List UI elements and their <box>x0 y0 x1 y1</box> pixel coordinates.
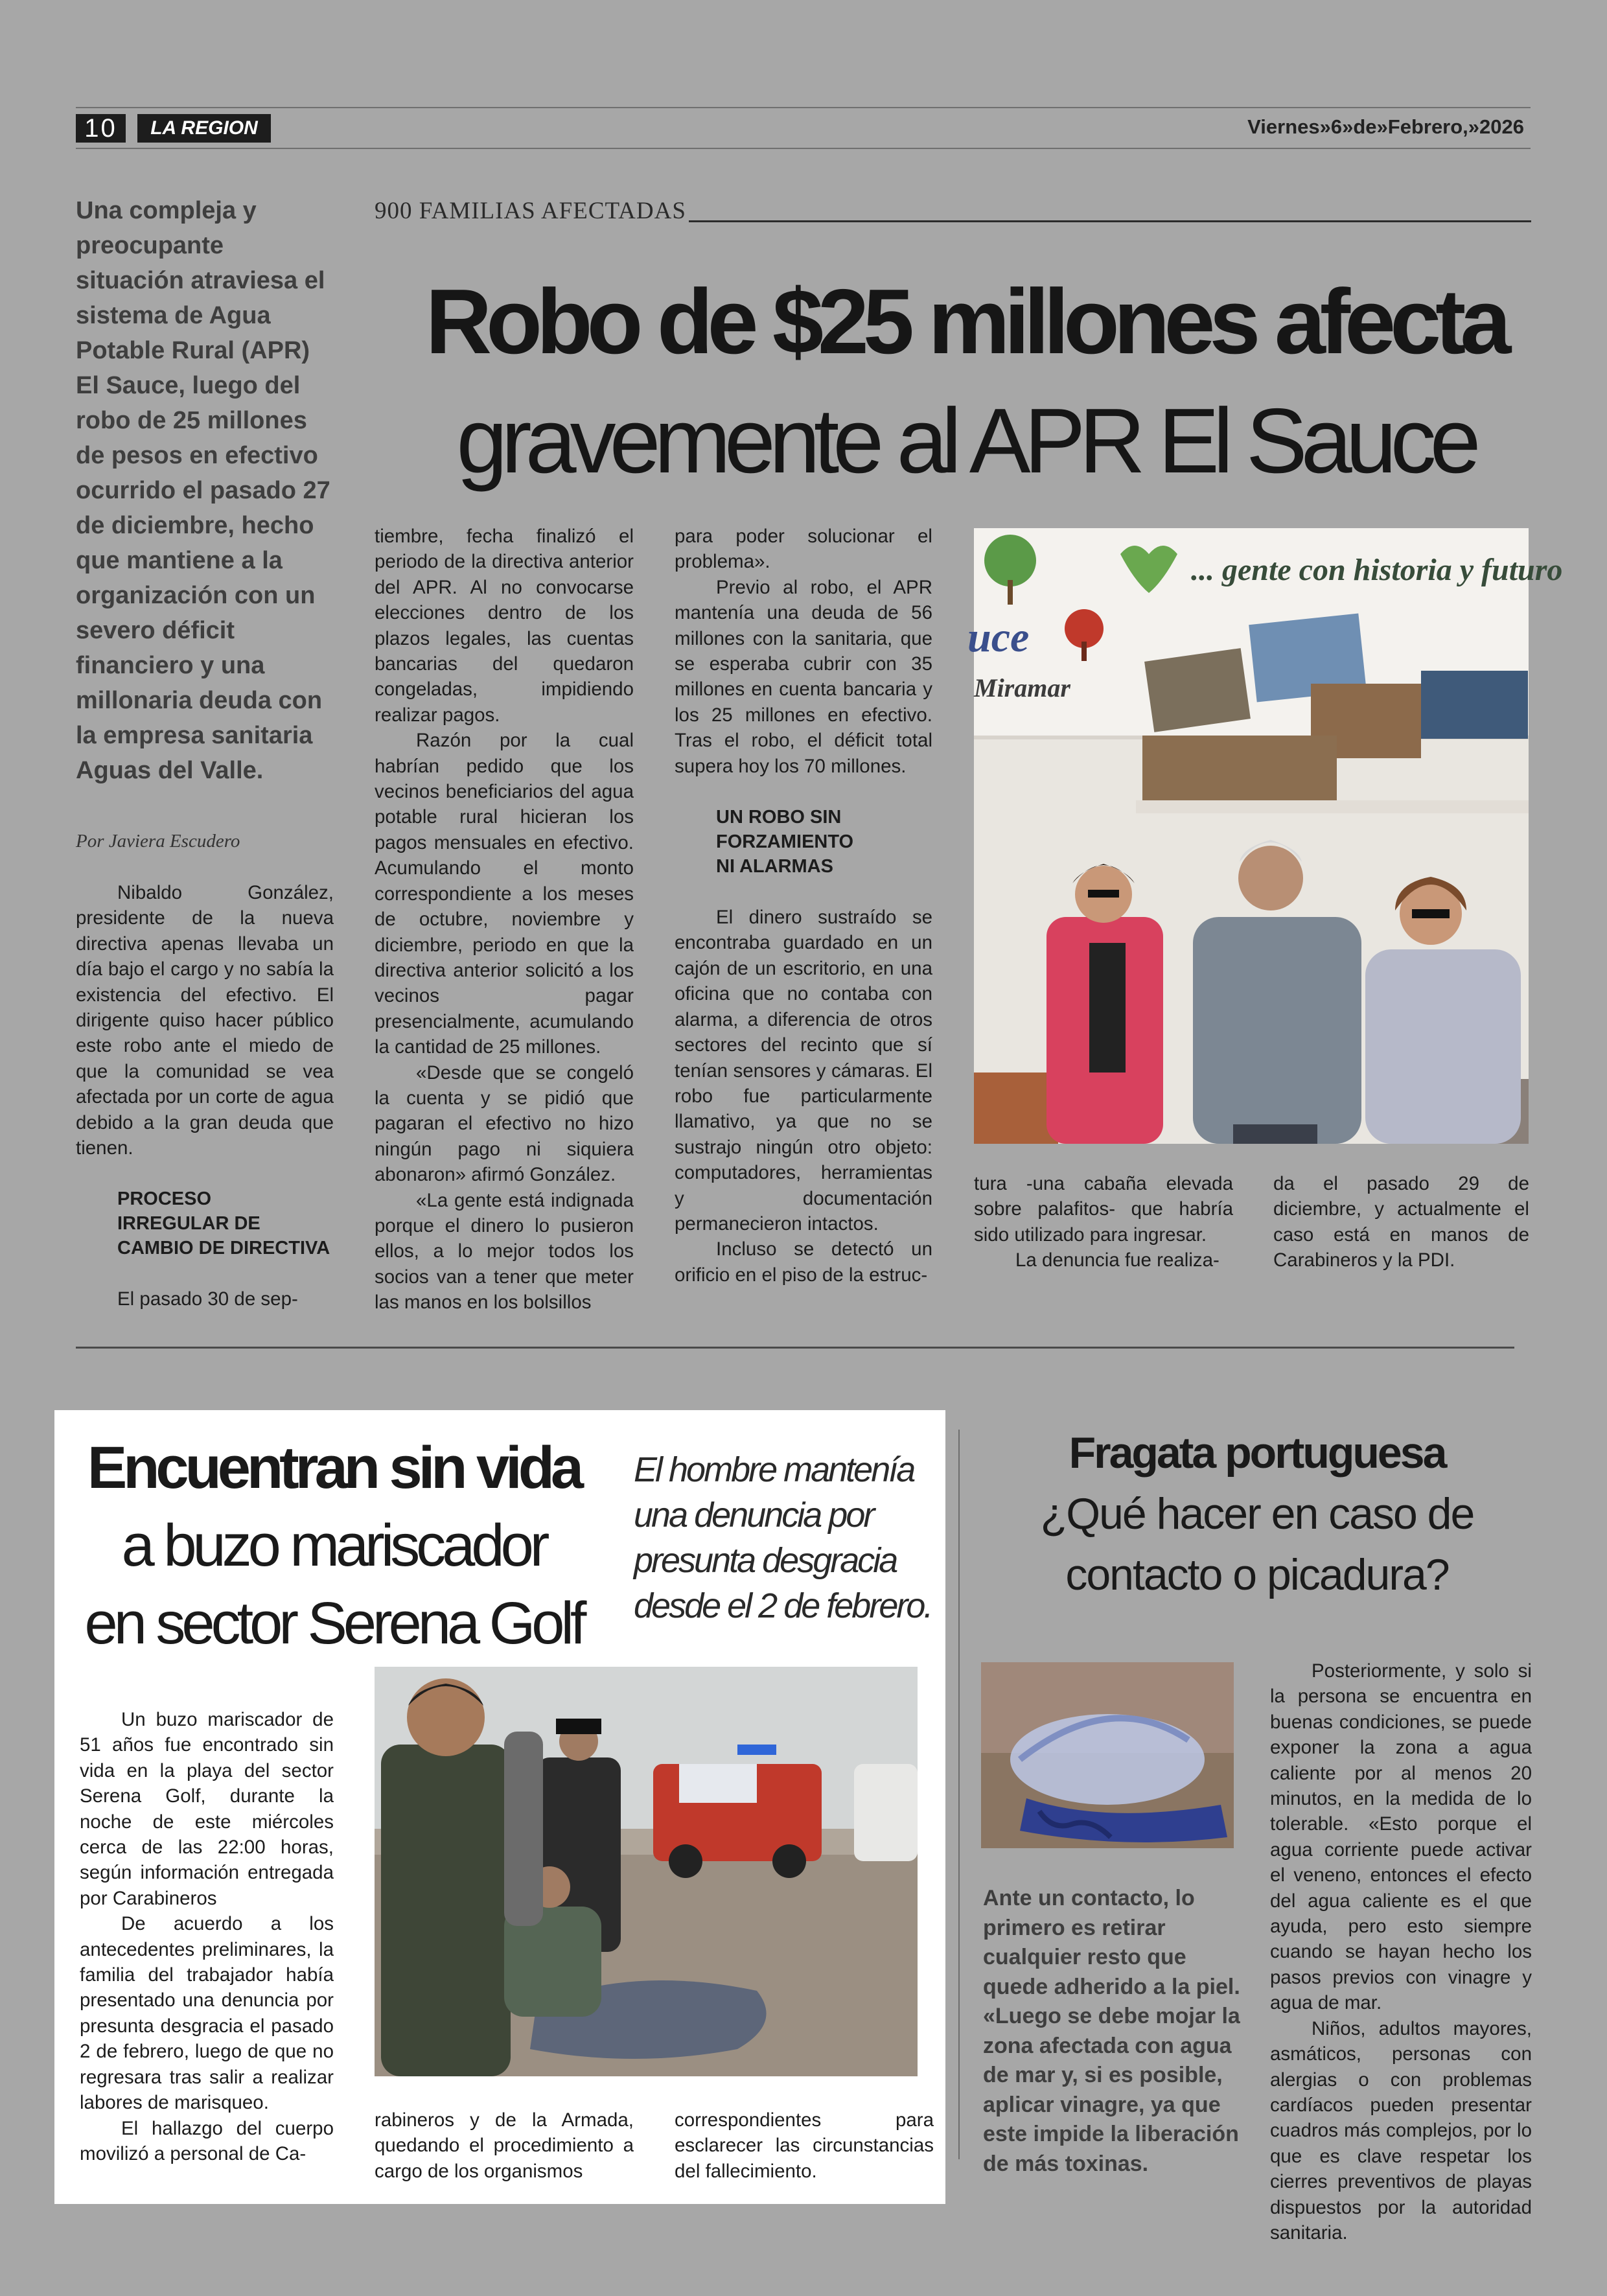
subheading <box>716 805 932 879</box>
frigate-headline-line2: ¿Qué hacer en caso de <box>1040 1489 1474 1538</box>
diver-headline-line1: Encuentran sin vida <box>87 1435 581 1501</box>
diver-headline-line2: a buzo mariscador <box>121 1513 546 1579</box>
issue-date: Viernes»6»de»Febrero,»2026 <box>1247 115 1524 138</box>
paragraph: El pasado 30 de sep- <box>117 1288 298 1310</box>
diver-column-3 <box>675 2107 934 2184</box>
diver-headline <box>65 1429 603 1662</box>
paragraph: da el pasado 29 de diciembre, y actualmente el caso está en manos de Carabineros y la PDI. <box>1273 1173 1529 1271</box>
subheading-line: UN ROBO SIN <box>716 807 842 828</box>
banner-slogan: ... gente con historia y futuro <box>1191 553 1563 587</box>
article-column-4 <box>974 1171 1233 1273</box>
apr-officials-photo <box>967 528 1563 1144</box>
article-column-2 <box>375 524 634 1316</box>
article-kicker: 900 FAMILIAS AFECTADAS <box>375 198 686 224</box>
frigate-headline <box>972 1422 1542 1605</box>
frigate-column <box>1270 1658 1532 2245</box>
subheading-line: NI ALARMAS <box>716 856 833 877</box>
frigate-headline-line1: Fragata portuguesa <box>1069 1428 1446 1478</box>
paragraph: para poder solucionar el problema». <box>675 526 932 573</box>
masthead-logo: LA REGION <box>137 114 271 143</box>
vertical-divider <box>958 1430 960 2159</box>
paragraph: Razón por la cual habrían pedido que los vecinos beneficiarios del agua potable rural hicieran los pagos mensuales en efectivo. Acumulando el monto correspondiente a los meses de octubre, noviembre y diciembre, periodo en que la directiva anterior solicitó a los vecinos pagar presencialmente, acumulando la cantidad de 25 millones. <box>375 730 634 1058</box>
diver-headline-line3: en sector Serena Golf <box>84 1590 583 1656</box>
main-headline-line1: Robo de $25 millones afecta <box>425 270 1506 373</box>
paragraph: Posteriormente, y solo si la persona se encuentra en buenas condiciones, se puede exponer la zona a agua caliente por al menos 20 minutos, en la medida de lo tolerable. «Esto porque el agua corriente puede activar el veneno, entonces el efecto del agua caliente es el que ayuda, pero esto siempre cuando se hayan hecho los pasos previos con vinagre y agua de mar. <box>1270 1660 1532 2014</box>
kicker-rule <box>689 220 1531 222</box>
article-column-1 <box>76 880 334 1312</box>
paragraph: rabineros y de la Armada, quedando el procedimiento a cargo de los organismos <box>375 2109 634 2182</box>
frigate-headline-line3: contacto o picadura? <box>1065 1550 1449 1599</box>
article-deck: Una compleja y preocupante situación atraviesa el sistema de Agua Potable Rural (APR) El Sauce, luego del robo de 25 millones de pesos en efectivo ocurrido el pasado 27 de diciembre, hecho que mantiene a la organización con un severo déficit financiero y una millonaria deuda con la empresa sanitaria Aguas del Valle. <box>76 197 330 784</box>
paragraph: tura -una cabaña elevada sobre palafitos- que habría sido utilizado para ingresar. <box>974 1173 1233 1246</box>
byline: Por Javiera Escudero <box>76 831 240 852</box>
paragraph: Nibaldo González, presidente de la nueva directiva apenas llevaba un día bajo el cargo y no sabía la existencia del efectivo. El dirigente quiso hacer público este robo ante el miedo de que la comunidad se vea afectada por un corte de agua debido a la gran deuda que tienen. <box>76 882 334 1159</box>
article-column-3 <box>675 524 932 1288</box>
subheading-line: PROCESO <box>117 1189 212 1210</box>
article-column-5 <box>1273 1171 1529 1273</box>
paragraph: «Desde que se congeló la cuenta y se pidió que pagaran el efectivo no hizo ningún pago ni siquiera abonaron» afirmó González. <box>375 1061 634 1186</box>
subheading-line: CAMBIO DE DIRECTIVA <box>117 1238 330 1259</box>
diver-column-2 <box>375 2107 634 2184</box>
main-headline <box>363 262 1568 501</box>
frigate-deck: Ante un contacto, lo primero es retirar cualquier resto que quede adherido a la piel. «Luego se debe mojar la zona afectada con agua de mar y, si es posible, aplicar vinagre, ya que este impide la liberación de más toxinas. <box>983 1886 1240 2176</box>
paragraph: El hallazgo del cuerpo movilizó a personal de Ca- <box>80 2117 334 2164</box>
header-rule-bottom <box>76 148 1531 149</box>
paragraph: De acuerdo a los antecedentes preliminares, la familia del trabajador había presentado una denuncia por presunta desgracia el pasado 2 de febrero, luego de que no regresara tras salir a realizar labores de marisqueo. <box>80 1913 334 2114</box>
beach-scene-photo <box>375 1667 918 2076</box>
paragraph: Un buzo mariscador de 51 años fue encontrado sin vida en la playa del sector Serena Golf, durante la noche de este miércoles cerca de las 22:00 horas, según información entregada por Carabineros <box>80 1709 334 1909</box>
subheading <box>117 1187 334 1260</box>
paragraph: Incluso se detectó un orificio en el piso de la estruc- <box>675 1238 932 1286</box>
banner-logo-text: uce <box>967 614 1030 661</box>
paragraph: La denuncia fue realiza- <box>1015 1249 1220 1271</box>
paragraph: «La gente está indignada porque el dinero lo pusieron ellos, a lo mejor todos los socios van a tener que meter las manos en los bolsillos <box>375 1189 634 1314</box>
diver-column-1 <box>80 1707 334 2166</box>
header-rule-top <box>76 107 1531 108</box>
paragraph: correspondientes para esclarecer las circunstancias del fallecimiento. <box>675 2109 934 2182</box>
banner-logo-subtext: Miramar <box>974 673 1070 702</box>
portuguese-man-o-war-photo <box>981 1662 1234 1848</box>
paragraph: tiembre, fecha finalizó el periodo de la directiva anterior del APR. Al no convocarse elecciones dentro de los plazos legales, las cuentas bancarias del quedaron congeladas, impidiendo realizar pagos. <box>375 526 634 726</box>
subheading-line: FORZAMIENTO <box>716 831 854 853</box>
fire-truck <box>653 1745 822 1878</box>
section-divider <box>76 1347 1514 1349</box>
main-headline-line2: gravemente al APR El Sauce <box>456 389 1475 493</box>
page-number: 10 <box>76 114 126 143</box>
diver-deck: El hombre mantenía una denuncia por presunta desgracia desde el 2 de febrero. <box>634 1450 932 1625</box>
paragraph: Niños, adultos mayores, asmáticos, personas con alergias o con problemas cardíacos pueden presentar cuadros más complejos, por lo que es clave respetar los cierres preventivos de playas dispuestos por la autoridad sanitaria. <box>1270 2017 1532 2244</box>
paragraph: El dinero sustraído se encontraba guardado en un cajón de un escritorio, en una oficina que no contaba con alarma, a diferencia de otros sectores del recinto que sí tenían sensores y cámaras. El robo fue particularmente llamativo, ya que no se sustrajo ningún otro objeto: computadores, herramientas y documentación permanecieron intactos. <box>675 907 932 1235</box>
subheading-line: IRREGULAR DE <box>117 1213 260 1235</box>
paragraph: Previo al robo, el APR mantenía una deuda de 56 millones con la sanitaria, que se esperaba cubrir con 35 millones en cuenta bancaria y los 25 millones en efectivo. Tras el robo, el déficit total supera hoy los 70 millones. <box>675 576 932 777</box>
